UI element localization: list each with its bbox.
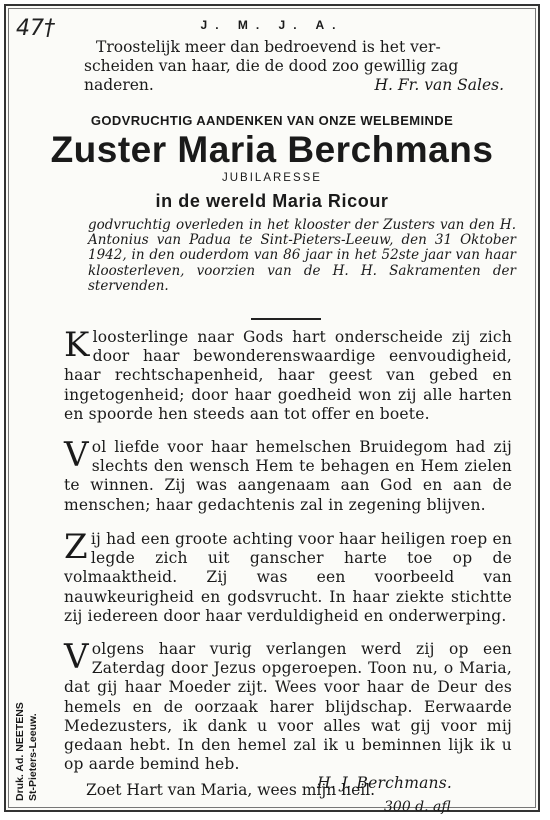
paragraph-4 (64, 637, 512, 794)
printer-credit (14, 651, 40, 801)
signature: H. J. Berchmans. (317, 774, 452, 793)
quote-line-text: naderen. (84, 76, 154, 94)
paragraph-text: loosterlinge naar Gods hart onderscheide zij zich door haar bewonderenswaardige eenvoudigheid, haar rechtschapenheid, haar geest van gebed en ingetogenheid; door haar goedheid won zij alle harten en spoorde hen steeds aan tot offer en boete. (64, 328, 512, 423)
quote-author: H. Fr. van Sales. (374, 76, 504, 94)
printer-line: St-Pieters-Leeuw. (27, 713, 39, 801)
paragraph-text: olgens haar vurig verlangen werd zij op een Zaterdag door Jezus opgeroepen. Toon nu, o Maria, dat gij haar Moeder zijt. Wees voor haar de Deur des hemels en de oorzaak harer blijdschap. Eerwaarde Medezusters, ik dank u voor alles wat gij voor mij gedaan hebt. In den hemel zal ik u beminnen lijk ik u op aarde bemind heb. (64, 640, 512, 774)
world-name: in de wereld Maria Ricour (155, 191, 389, 211)
paragraph-text: ol liefde voor haar hemelschen Bruidegom had zij slechts den wensch Hem te behagen en Hem zielen te winnen. Zij was aangenaam aan God en aan de menschen; haar gedachtenis zal in zegening blijven. (64, 438, 512, 514)
memorial-heading: GODVRUCHTIG AANDENKEN VAN ONZE WELBEMINDE (90, 113, 454, 128)
quote-block (84, 38, 504, 95)
divider-rule (251, 318, 321, 320)
handwritten-number: 47† (16, 16, 55, 41)
drop-cap: V (64, 637, 89, 677)
paragraph-3 (64, 527, 513, 626)
indulgence-note: 300 d. afl (384, 799, 451, 815)
paragraph-1 (64, 325, 512, 424)
paragraph-2 (64, 435, 512, 515)
header-initials: J. M. J. A. (200, 18, 344, 32)
quote-line (84, 76, 504, 95)
drop-cap: Z (64, 527, 88, 567)
quote-line: scheiden van haar, die de dood zoo gewillig zag (84, 57, 459, 75)
drop-cap: K (64, 325, 90, 365)
memorial-card (4, 4, 540, 815)
closing-prayer: Zoet Hart van Maria, wees mijn heil. (86, 781, 376, 799)
paragraph-text: ij had een groote achting voor haar heiligen roep en legde zich uit ganscher harte toe op de volmaaktheid. Zij was een voorbeeld van nauwkeurigheid en godsvrucht. In haar ziekte stichtte zij iedereen door haar verduldigheid en onderwerping. (64, 530, 513, 625)
quote-line: Troostelijk meer dan bedroevend is het ver- (96, 38, 441, 56)
printer-line: Druk. Ad. NEETENS (14, 702, 26, 801)
drop-cap: V (64, 435, 89, 475)
deceased-title: JUBILARESSE (222, 172, 322, 184)
deceased-name: Zuster Maria Berchmans (50, 129, 494, 170)
death-notice: godvruchtig overleden in het klooster der Zusters van den H. Antonius van Padua te Sint-Pieters-Leeuw, den 31 Oktober 1942, in den ouderdom van 86 jaar in het 52ste jaar van haar kloosterleven, voorzien van de H. H. Sakramenten der stervenden. (88, 217, 516, 294)
